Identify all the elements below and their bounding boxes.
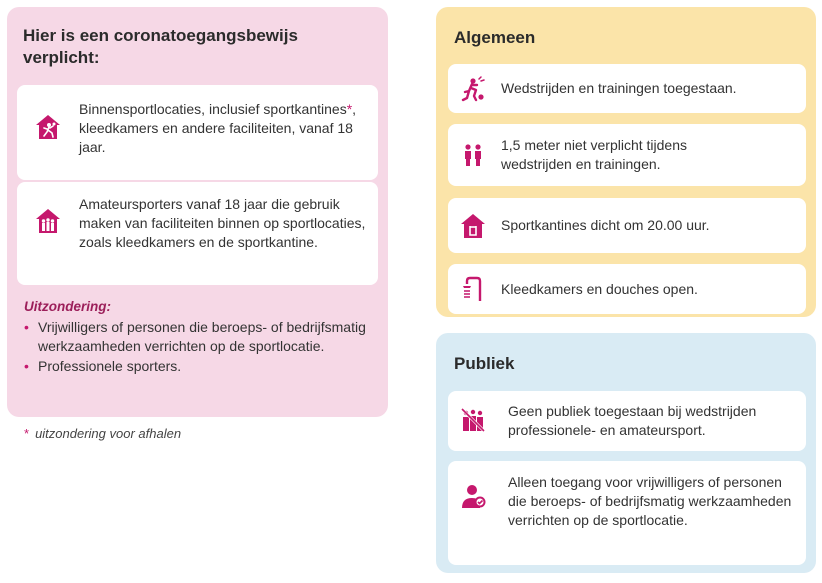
amateur-athletes-card xyxy=(17,182,378,285)
item-text: 1,5 meter niet verplicht tijdens wedstrijden en trainingen. xyxy=(501,137,687,172)
list-item xyxy=(448,391,806,451)
item-text: Kleedkamers en douches open. xyxy=(501,281,698,297)
indoor-sports-card xyxy=(17,85,378,180)
list-item xyxy=(448,198,806,253)
list-item xyxy=(448,264,806,314)
footnote xyxy=(24,426,181,441)
item-text: Alleen toegang voor vrijwilligers of personen die beroeps- of bedrijfsmatig werkzaamheden verrichten op de sportlocatie. xyxy=(508,474,792,528)
panel-title: Hier is een coronatoegangsbewijs verplicht: xyxy=(23,26,298,67)
exception-heading: Uitzondering: xyxy=(24,299,111,314)
canteen-house-icon xyxy=(460,213,486,239)
footnote-star: * xyxy=(24,426,30,441)
item-text: Geen publiek toegestaan bij wedstrijden professionele- en amateursport. xyxy=(508,403,757,438)
public-panel xyxy=(436,333,816,573)
list-item: • Vrijwilligers of personen die beroeps- of bedrijfsmatig werkzaamheden verrichten op de sportlocatie. xyxy=(24,318,374,356)
footnote-text: uitzondering voor afhalen xyxy=(35,426,182,441)
panel-title: Algemeen xyxy=(454,28,536,47)
footnote-marker: * xyxy=(346,101,353,117)
general-panel xyxy=(436,7,816,317)
list-item xyxy=(448,64,806,113)
no-crowd-icon xyxy=(460,407,486,433)
item-text: Sportkantines dicht om 20.00 uur. xyxy=(501,217,710,233)
item-text: Wedstrijden en trainingen toegestaan. xyxy=(501,80,737,96)
shower-icon xyxy=(460,276,486,302)
panel-title: Publiek xyxy=(454,354,515,373)
amateur-athletes-text: Amateursporters vanaf 18 jaar die gebruik maken van faciliteiten binnen op sportlocaties, zoals kleedkamers en de sportkantine. xyxy=(79,196,366,250)
indoor-sports-text-part1: Binnensportlocaties, inclusief sportkantines xyxy=(79,101,347,117)
two-people-distance-icon xyxy=(460,142,486,168)
indoor-sports-house-icon xyxy=(35,114,61,140)
athlete-running-ball-icon xyxy=(460,76,486,102)
list-item: • Professionele sporters. xyxy=(24,357,374,376)
list-item xyxy=(448,461,806,565)
indoor-sports-text xyxy=(79,100,369,157)
indoor-sports-text-part2: , kleedkamers en andere faciliteiten, vanaf 18 jaar. xyxy=(79,101,357,155)
amateur-athletes-house-icon xyxy=(35,208,61,234)
volunteer-person-icon xyxy=(460,483,486,509)
exception-list xyxy=(24,318,374,377)
access-pass-required-panel xyxy=(7,7,388,417)
list-item xyxy=(448,124,806,186)
